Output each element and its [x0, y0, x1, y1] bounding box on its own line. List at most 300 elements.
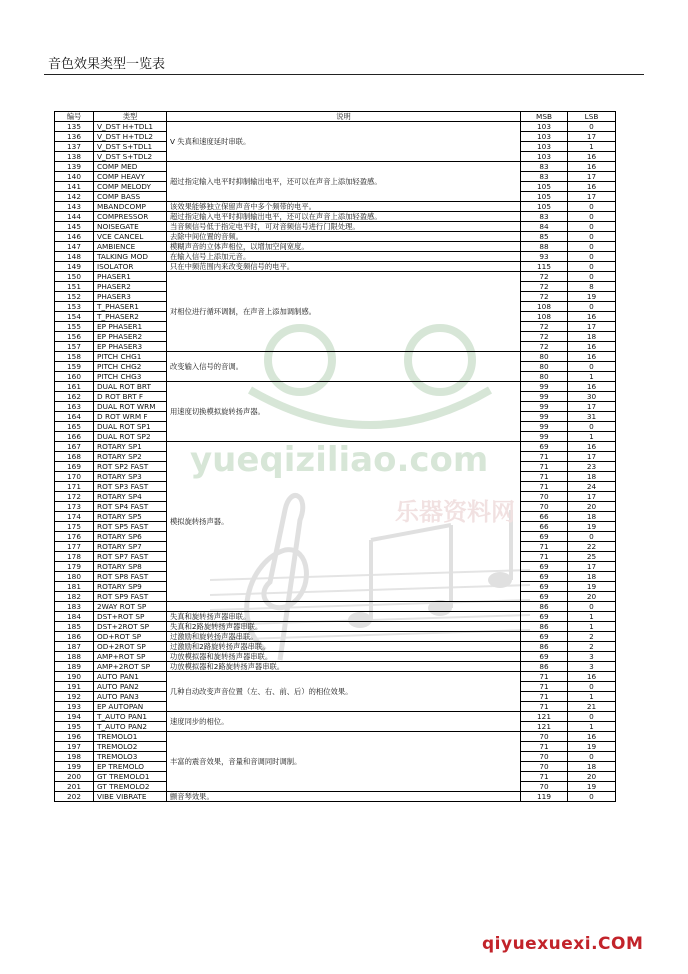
row-msb: 105	[521, 202, 568, 212]
row-number: 148	[55, 252, 94, 262]
row-msb: 108	[521, 302, 568, 312]
row-description: 超过指定输入电平时抑制输出电平，还可以在声音上添加轻盈感。	[167, 212, 521, 222]
row-lsb: 17	[568, 492, 616, 502]
row-type-name: TREMOLO3	[94, 752, 167, 762]
row-number: 185	[55, 622, 94, 632]
page-title: 音色效果类型一览表	[48, 57, 166, 72]
row-type-name: COMP MED	[94, 162, 167, 172]
row-msb: 85	[521, 232, 568, 242]
row-lsb: 0	[568, 712, 616, 722]
row-type-name: ISOLATOR	[94, 262, 167, 272]
row-msb: 71	[521, 692, 568, 702]
row-msb: 72	[521, 332, 568, 342]
row-type-name: COMP MELODY	[94, 182, 167, 192]
table-row	[55, 202, 616, 212]
row-number: 151	[55, 282, 94, 292]
row-lsb: 1	[568, 142, 616, 152]
row-number: 145	[55, 222, 94, 232]
row-lsb: 25	[568, 552, 616, 562]
row-type-name: ROT SP5 FAST	[94, 522, 167, 532]
table-row	[55, 732, 616, 742]
row-msb: 69	[521, 572, 568, 582]
row-description: 几种自动改变声音位置（左、右、前、后）的相位效果。	[167, 672, 521, 712]
row-type-name: PHASER2	[94, 282, 167, 292]
row-number: 154	[55, 312, 94, 322]
row-lsb: 20	[568, 772, 616, 782]
row-number: 194	[55, 712, 94, 722]
row-type-name: V_DST H+TDL1	[94, 122, 167, 132]
row-number: 169	[55, 462, 94, 472]
row-description: 超过指定输入电平时抑制输出电平，还可以在声音上添加轻盈感。	[167, 162, 521, 202]
row-lsb: 20	[568, 592, 616, 602]
row-msb: 66	[521, 512, 568, 522]
row-number: 156	[55, 332, 94, 342]
row-lsb: 0	[568, 792, 616, 802]
row-number: 190	[55, 672, 94, 682]
row-description: 模糊声音的立体声相位，以增加空间宽度。	[167, 242, 521, 252]
row-msb: 93	[521, 252, 568, 262]
row-msb: 70	[521, 732, 568, 742]
row-number: 182	[55, 592, 94, 602]
row-msb: 115	[521, 262, 568, 272]
row-type-name: ROT SP7 FAST	[94, 552, 167, 562]
row-lsb: 22	[568, 542, 616, 552]
table-row	[55, 382, 616, 392]
row-number: 146	[55, 232, 94, 242]
row-lsb: 0	[568, 302, 616, 312]
row-number: 142	[55, 192, 94, 202]
effect-type-table	[54, 111, 616, 802]
row-number: 176	[55, 532, 94, 542]
row-lsb: 0	[568, 242, 616, 252]
row-msb: 108	[521, 312, 568, 322]
row-description: 只在中频范围内来改变频信号的电平。	[167, 262, 521, 272]
row-msb: 103	[521, 132, 568, 142]
row-description: 丰富的震音效果，音量和音调同时调制。	[167, 732, 521, 792]
row-lsb: 0	[568, 252, 616, 262]
row-type-name: ROTARY SP6	[94, 532, 167, 542]
row-type-name: EP PHASER1	[94, 322, 167, 332]
row-type-name: ROTARY SP4	[94, 492, 167, 502]
row-type-name: MBANDCOMP	[94, 202, 167, 212]
row-number: 164	[55, 412, 94, 422]
row-type-name: PITCH CHG3	[94, 372, 167, 382]
row-number: 188	[55, 652, 94, 662]
row-number: 196	[55, 732, 94, 742]
row-msb: 99	[521, 422, 568, 432]
row-msb: 71	[521, 742, 568, 752]
row-type-name: ROTARY SP9	[94, 582, 167, 592]
row-msb: 83	[521, 212, 568, 222]
row-type-name: COMP BASS	[94, 192, 167, 202]
row-type-name: DUAL ROT BRT	[94, 382, 167, 392]
row-type-name: EP PHASER3	[94, 342, 167, 352]
row-number: 160	[55, 372, 94, 382]
row-msb: 69	[521, 532, 568, 542]
table-row	[55, 792, 616, 802]
row-msb: 69	[521, 612, 568, 622]
row-number: 199	[55, 762, 94, 772]
row-description: 当音频信号低于指定电平时，可对音频信号进行门限处理。	[167, 222, 521, 232]
row-msb: 103	[521, 122, 568, 132]
row-number: 191	[55, 682, 94, 692]
row-number: 198	[55, 752, 94, 762]
row-type-name: TREMOLO1	[94, 732, 167, 742]
table-row	[55, 652, 616, 662]
row-type-name: EP TREMOLO	[94, 762, 167, 772]
row-msb: 69	[521, 652, 568, 662]
row-lsb: 21	[568, 702, 616, 712]
row-number: 139	[55, 162, 94, 172]
row-msb: 71	[521, 772, 568, 782]
row-lsb: 17	[568, 562, 616, 572]
row-number: 174	[55, 512, 94, 522]
row-type-name: DUAL ROT SP2	[94, 432, 167, 442]
row-lsb: 0	[568, 682, 616, 692]
row-lsb: 0	[568, 232, 616, 242]
table-row	[55, 642, 616, 652]
footer-logo: qiyuexuexi.COM	[482, 934, 644, 954]
row-type-name: T_PHASER2	[94, 312, 167, 322]
row-description: 过激励和2路旋转扬声器串联。	[167, 642, 521, 652]
table-row	[55, 672, 616, 682]
row-number: 177	[55, 542, 94, 552]
header-type: 类型	[94, 112, 167, 122]
row-lsb: 31	[568, 412, 616, 422]
row-description: 改变输入信号的音调。	[167, 352, 521, 382]
row-msb: 71	[521, 552, 568, 562]
row-msb: 86	[521, 602, 568, 612]
row-number: 173	[55, 502, 94, 512]
row-lsb: 18	[568, 572, 616, 582]
row-description: 模拟旋转扬声器。	[167, 442, 521, 602]
row-type-name: ROT SP4 FAST	[94, 502, 167, 512]
row-type-name: AMBIENCE	[94, 242, 167, 252]
row-number: 179	[55, 562, 94, 572]
row-type-name: PITCH CHG1	[94, 352, 167, 362]
row-lsb: 1	[568, 692, 616, 702]
row-lsb: 16	[568, 182, 616, 192]
row-type-name: VIBE VIBRATE	[94, 792, 167, 802]
row-lsb: 3	[568, 652, 616, 662]
row-lsb: 16	[568, 442, 616, 452]
row-number: 155	[55, 322, 94, 332]
row-number: 186	[55, 632, 94, 642]
row-number: 136	[55, 132, 94, 142]
row-lsb: 24	[568, 482, 616, 492]
row-lsb: 19	[568, 782, 616, 792]
row-number: 197	[55, 742, 94, 752]
row-number: 143	[55, 202, 94, 212]
row-lsb: 20	[568, 502, 616, 512]
row-number: 166	[55, 432, 94, 442]
row-lsb: 0	[568, 532, 616, 542]
row-number: 141	[55, 182, 94, 192]
row-number: 163	[55, 402, 94, 412]
row-type-name: DUAL ROT WRM	[94, 402, 167, 412]
row-lsb: 18	[568, 762, 616, 772]
row-type-name: D ROT BRT F	[94, 392, 167, 402]
row-description: 速度同步的相位。	[167, 712, 521, 732]
row-msb: 86	[521, 642, 568, 652]
row-lsb: 17	[568, 452, 616, 462]
table-row	[55, 442, 616, 452]
row-msb: 80	[521, 352, 568, 362]
row-lsb: 8	[568, 282, 616, 292]
row-lsb: 2	[568, 632, 616, 642]
row-lsb: 18	[568, 512, 616, 522]
row-type-name: ROTARY SP2	[94, 452, 167, 462]
table-row	[55, 122, 616, 132]
row-msb: 103	[521, 152, 568, 162]
table-row	[55, 262, 616, 272]
row-msb: 72	[521, 292, 568, 302]
row-msb: 99	[521, 392, 568, 402]
row-msb: 71	[521, 482, 568, 492]
table-row	[55, 612, 616, 622]
row-number: 138	[55, 152, 94, 162]
table-row	[55, 712, 616, 722]
row-msb: 72	[521, 272, 568, 282]
table-row	[55, 602, 616, 612]
row-msb: 69	[521, 562, 568, 572]
row-type-name: DUAL ROT SP1	[94, 422, 167, 432]
row-number: 180	[55, 572, 94, 582]
row-msb: 99	[521, 382, 568, 392]
row-description: 过激励和旋转扬声器串联。	[167, 632, 521, 642]
row-msb: 86	[521, 662, 568, 672]
row-number: 170	[55, 472, 94, 482]
row-msb: 71	[521, 542, 568, 552]
row-msb: 70	[521, 492, 568, 502]
row-msb: 83	[521, 172, 568, 182]
row-number: 144	[55, 212, 94, 222]
row-msb: 70	[521, 502, 568, 512]
row-lsb: 3	[568, 662, 616, 672]
header-num: 编号	[55, 112, 94, 122]
row-type-name: ROTARY SP1	[94, 442, 167, 452]
table-row	[55, 252, 616, 262]
row-lsb: 17	[568, 322, 616, 332]
table-row	[55, 222, 616, 232]
row-number: 167	[55, 442, 94, 452]
row-number: 192	[55, 692, 94, 702]
row-description: 去除中间位置的音频。	[167, 232, 521, 242]
row-lsb: 0	[568, 202, 616, 212]
row-type-name: VCE CANCEL	[94, 232, 167, 242]
row-msb: 69	[521, 592, 568, 602]
row-number: 135	[55, 122, 94, 132]
row-msb: 72	[521, 282, 568, 292]
table-body	[55, 122, 616, 802]
row-lsb: 19	[568, 742, 616, 752]
row-msb: 84	[521, 222, 568, 232]
row-lsb: 17	[568, 132, 616, 142]
row-number: 193	[55, 702, 94, 712]
row-number: 183	[55, 602, 94, 612]
row-msb: 72	[521, 342, 568, 352]
row-number: 168	[55, 452, 94, 462]
row-msb: 71	[521, 472, 568, 482]
row-number: 137	[55, 142, 94, 152]
row-msb: 69	[521, 442, 568, 452]
row-lsb: 0	[568, 222, 616, 232]
row-type-name: AUTO PAN1	[94, 672, 167, 682]
row-number: 159	[55, 362, 94, 372]
row-lsb: 0	[568, 362, 616, 372]
row-description: 颤音琴效果。	[167, 792, 521, 802]
row-msb: 86	[521, 622, 568, 632]
row-number: 161	[55, 382, 94, 392]
row-description: 该效果能够独立保留声音中多个频带的电平。	[167, 202, 521, 212]
row-msb: 119	[521, 792, 568, 802]
row-description: 失真和2路旋转扬声器串联。	[167, 622, 521, 632]
table-row	[55, 622, 616, 632]
row-msb: 71	[521, 452, 568, 462]
row-type-name: DST+2ROT SP	[94, 622, 167, 632]
row-type-name: COMPRESSOR	[94, 212, 167, 222]
row-msb: 103	[521, 142, 568, 152]
table-row	[55, 212, 616, 222]
row-lsb: 16	[568, 312, 616, 322]
header-msb: MSB	[521, 112, 568, 122]
row-lsb: 18	[568, 472, 616, 482]
row-msb: 70	[521, 762, 568, 772]
row-number: 201	[55, 782, 94, 792]
row-number: 202	[55, 792, 94, 802]
row-type-name: PITCH CHG2	[94, 362, 167, 372]
row-type-name: 2WAY ROT SP	[94, 602, 167, 612]
row-lsb: 19	[568, 522, 616, 532]
row-msb: 70	[521, 782, 568, 792]
row-number: 172	[55, 492, 94, 502]
row-type-name: DST+ROT SP	[94, 612, 167, 622]
table-row	[55, 272, 616, 282]
row-type-name: EP AUTOPAN	[94, 702, 167, 712]
row-lsb: 0	[568, 122, 616, 132]
row-description: 功放模拟器和2路旋转扬声器串联。	[167, 662, 521, 672]
row-msb: 80	[521, 362, 568, 372]
row-lsb: 19	[568, 582, 616, 592]
row-lsb: 0	[568, 602, 616, 612]
row-lsb: 16	[568, 352, 616, 362]
row-type-name: ROT SP2 FAST	[94, 462, 167, 472]
row-type-name: OD+ROT SP	[94, 632, 167, 642]
row-lsb: 1	[568, 622, 616, 632]
row-msb: 70	[521, 752, 568, 762]
row-description	[167, 602, 521, 612]
row-number: 171	[55, 482, 94, 492]
row-description: 失真和旋转扬声器串联。	[167, 612, 521, 622]
row-lsb: 1	[568, 432, 616, 442]
row-lsb: 16	[568, 152, 616, 162]
row-description: 在输入信号上添加元音。	[167, 252, 521, 262]
row-type-name: AUTO PAN2	[94, 682, 167, 692]
row-type-name: ROTARY SP8	[94, 562, 167, 572]
table-row	[55, 662, 616, 672]
row-msb: 105	[521, 192, 568, 202]
row-lsb: 30	[568, 392, 616, 402]
row-number: 195	[55, 722, 94, 732]
row-type-name: AMP+ROT SP	[94, 652, 167, 662]
row-description: V 失真和速度延时串联。	[167, 122, 521, 162]
row-type-name: V_DST H+TDL2	[94, 132, 167, 142]
table-row	[55, 632, 616, 642]
row-msb: 71	[521, 672, 568, 682]
row-msb: 69	[521, 632, 568, 642]
row-lsb: 17	[568, 402, 616, 412]
row-number: 149	[55, 262, 94, 272]
header-lsb: LSB	[568, 112, 616, 122]
row-type-name: TALKING MOD	[94, 252, 167, 262]
row-lsb: 18	[568, 332, 616, 342]
row-type-name: GT TREMOLO1	[94, 772, 167, 782]
row-number: 184	[55, 612, 94, 622]
row-number: 178	[55, 552, 94, 562]
row-lsb: 16	[568, 382, 616, 392]
row-lsb: 17	[568, 172, 616, 182]
row-type-name: OD+2ROT SP	[94, 642, 167, 652]
row-lsb: 0	[568, 752, 616, 762]
row-type-name: T_AUTO PAN1	[94, 712, 167, 722]
row-type-name: ROTARY SP5	[94, 512, 167, 522]
row-msb: 80	[521, 372, 568, 382]
row-type-name: EP PHASER2	[94, 332, 167, 342]
row-msb: 71	[521, 462, 568, 472]
row-number: 175	[55, 522, 94, 532]
row-lsb: 16	[568, 672, 616, 682]
row-number: 162	[55, 392, 94, 402]
watermark-brand-cn-text: 乐器资料网	[395, 498, 515, 526]
row-description: 功放模拟器和旋转扬声器串联。	[167, 652, 521, 662]
row-msb: 88	[521, 242, 568, 252]
row-type-name: ROT SP8 FAST	[94, 572, 167, 582]
row-number: 147	[55, 242, 94, 252]
watermark-brand-text: yueqiziliao.com	[190, 440, 489, 480]
table-row	[55, 232, 616, 242]
row-msb: 121	[521, 722, 568, 732]
row-lsb: 0	[568, 272, 616, 282]
row-lsb: 0	[568, 262, 616, 272]
title-rule	[44, 74, 644, 75]
row-type-name: ROT SP9 FAST	[94, 592, 167, 602]
row-number: 189	[55, 662, 94, 672]
row-lsb: 0	[568, 212, 616, 222]
row-number: 187	[55, 642, 94, 652]
row-type-name: PHASER3	[94, 292, 167, 302]
row-type-name: D ROT WRM F	[94, 412, 167, 422]
row-number: 140	[55, 172, 94, 182]
row-lsb: 1	[568, 612, 616, 622]
row-msb: 105	[521, 182, 568, 192]
row-type-name: AMP+2ROT SP	[94, 662, 167, 672]
row-msb: 71	[521, 682, 568, 692]
row-msb: 69	[521, 582, 568, 592]
row-type-name: T_PHASER1	[94, 302, 167, 312]
row-number: 158	[55, 352, 94, 362]
table-row	[55, 352, 616, 362]
row-msb: 72	[521, 322, 568, 332]
row-lsb: 19	[568, 292, 616, 302]
row-type-name: GT TREMOLO2	[94, 782, 167, 792]
row-number: 181	[55, 582, 94, 592]
row-msb: 121	[521, 712, 568, 722]
row-description: 对相位进行循环调制，在声音上添加调制感。	[167, 272, 521, 352]
row-msb: 99	[521, 402, 568, 412]
row-type-name: PHASER1	[94, 272, 167, 282]
row-type-name: AUTO PAN3	[94, 692, 167, 702]
row-lsb: 16	[568, 162, 616, 172]
